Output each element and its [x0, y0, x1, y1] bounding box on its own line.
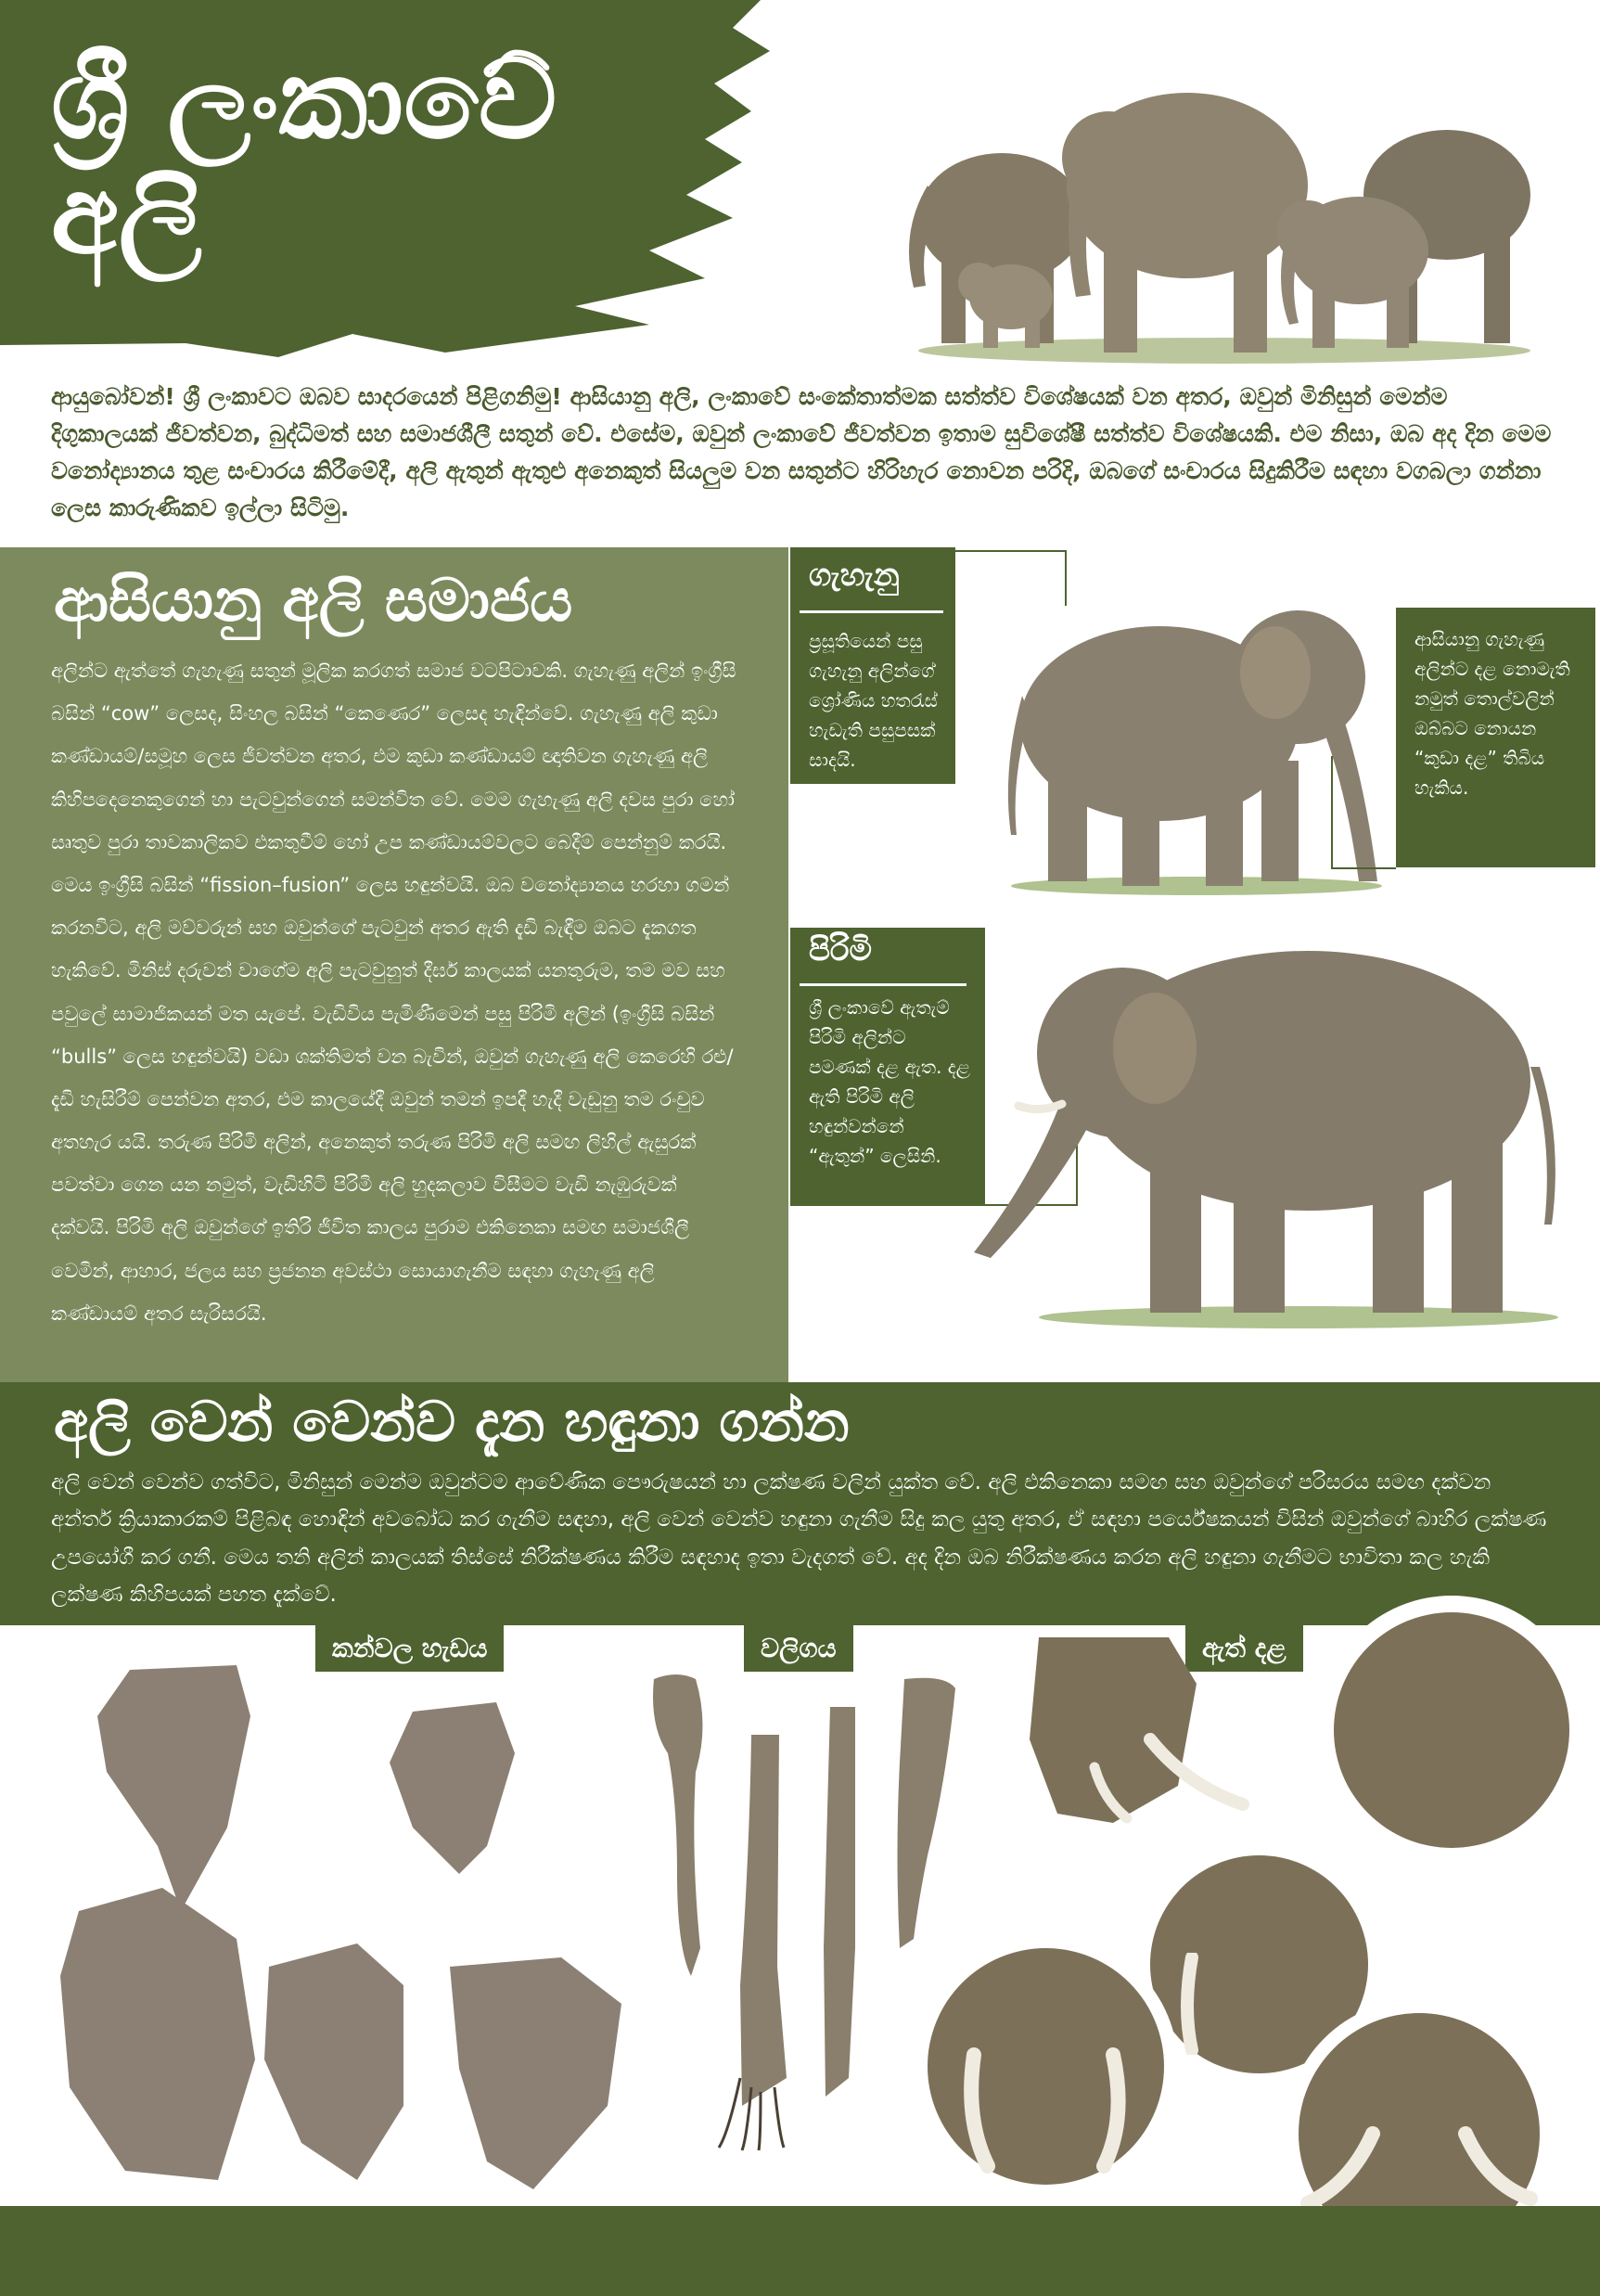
- ear-shape-3: [60, 1888, 255, 2180]
- tusk-3-icon: [951, 2046, 1146, 2175]
- female-title-rule: [800, 610, 943, 613]
- identify-band: [0, 1382, 1600, 1625]
- society-body: අලින්ට ඇත්තේ ගැහැණු සතුන් මූලික කරගත් සමාජ වටපිටාවකි. ගැහැණු අලින් ඉංග්‍රීසි බසින් “cow” ලෙසද, සිංහල බසින් “කෙණෙර” ලෙසද හැඳින්වේ. ගැහැණු අලි කුඩා කණ්ඩායම්/සමූහ ලෙස ජීවත්වන අතර, එම කුඩා කණ්ඩායම් ඥාතිවන ගැහැණු අලි කිහිපදෙනෙකුගෙන් හා පැටවුන්ගෙන් සමන්විත වේ. මෙම ගැහැණු අලි දවස පුරා හෝ සෘතුව පුරා තාවකාලිකව එකතුවීම් හෝ උප කණ්ඩායම්වලට බෙදීම් පෙන්නුම් කරයි. මෙය ඉංග්‍රීසි බසින් “fission–fusion” ලෙස හඳුන්වයි. ඔබ වනෝද්‍යානය හරහා ගමන් කරනවිට, අලි මව්වරුන් සහ ඔවුන්ගේ පැටවුන් අතර ඇති දැඩි බැඳීම ඔබට දැකගත හැකිවේ. මිනිස් දරුවන් වාගේම අලි පැටවුනුත් දීර්ඝ කාලයක් යනතුරුම, තම මව සහ පවුලේ සාමාජිකයන් මත යැපේ. වැඩිවිය පැමිණීමෙන් පසු පිරිමි අලින් (ඉංග්‍රීසි බසින් “bulls” ලෙස හඳුන්වයි) වඩා ශක්තිමත් වන බැවින්, ඔවුන් ගැහැණු අලි කෙරෙහි රළු/දැඩි හැසිරීම් පෙන්වන අතර, එම කාලයේදී ඔවුන් තමන් ඉපදී හැදී වැඩුනු තම රංචුව අතහැර යයි. තරුණ පිරිමි අලින්, අනෙකුත් තරුණ පිරිමි අලි සමඟ ලිහිල් ඇසුරක් පවත්වා ගෙන යන නමුත්, වැඩිහිටි පිරිමි අලි හුදකලාව විසීමට වැඩි නැඹුරුවක් දක්වයි. පිරිමි අලි ඔවුන්ගේ ඉතිරි ජීවිත කාලය පුරාම එකිනෙකා සමඟ සමාජශීලී වෙමින්, ආහාර, ජලය සහ ප්‍රජනන අවස්ථා සොයාගැනීම සඳහා ගැහැණු අලි කණ්ඩායම් අතර සැරිසරයි.: [51, 660, 736, 1325]
- intro-paragraph: ආයුබෝවන්! ශ්‍රී ලංකාවට ඔබව සාදරයෙන් පිළිගනිමු! ආසියානු අලි, ලංකාවේ සංකේතාත්මක සත්ත්ව විශේෂයක් වන අතර, ඔවුන් මිනිසුන් මෙන්ම දිගුකාලයක් ජීවත්වන, බුද්ධිමත් සහ සමාජශීලී සතුන් වේ. එසේම, ඔවුන් ලංකාවේ ජීවත්වන ඉතාම සුවිශේෂී සත්ත්ව විශේෂයකි. එම නිසා, ඔබ අද දින මෙම වනෝද්‍යානය තුළ සංචාරය කිරීමේදී, අලි ඇතුන් ඇතුළු අනෙකුත් සියලුම වන සතුන්ට හිරිහැර නොවන පරිදි, ඔබගේ සංචාරය සිදුකිරීම සඳහා වගබලා ගන්නා ලෙස කාරුණිකව ඉල්ලා සිටිමු.: [51, 383, 1552, 521]
- society-panel: [0, 547, 788, 1382]
- ear-shapes-illustration: [51, 1661, 663, 2199]
- female-side-pointer-h: [1331, 867, 1396, 869]
- tusk-circle-3: [914, 1934, 1178, 2199]
- female-side-note-box: [1396, 608, 1595, 867]
- ear-shape-2: [390, 1702, 515, 1874]
- male-title: පිරිමි: [809, 931, 872, 968]
- tail-3: [824, 1707, 855, 2097]
- tusk-head-1: [1011, 1628, 1252, 1841]
- title-line-2: අලි: [51, 148, 202, 278]
- male-elephant-illustration: [937, 928, 1577, 1336]
- identify-heading: අලි වෙන් වෙන්ව දැන හඳුනා ගන්න: [54, 1390, 850, 1455]
- footer-bar: [0, 2206, 1600, 2296]
- tail-1: [653, 1674, 703, 1976]
- ear-shape-tag: කන්වල හැඩය: [315, 1625, 504, 1672]
- female-pointer-line: [955, 550, 1067, 552]
- society-heading: ආසියානු අලි සමාජය: [54, 566, 573, 635]
- female-elephant-illustration: [983, 584, 1391, 900]
- female-side-note: ආසියානු ගැහැණු අලින්ට දළ නොමැති නමුත් තොල්වලින් ඔබ්බට නොයන “කුඩා දළ” තිබිය හැකිය.: [1414, 628, 1570, 799]
- tail-4: [898, 1678, 956, 1948]
- female-title: ගැහැනු: [809, 557, 900, 594]
- female-note: ප්‍රසූතියෙන් පසු ගැහැනු අලින්ගේ ශ්‍රෝණිය හතරැස් හැඩැති පසුපසක් සාදයි.: [809, 630, 938, 771]
- tusk-circle-1-head: [1334, 1612, 1569, 1848]
- female-label-box: [790, 547, 955, 784]
- tail-2: [740, 1735, 787, 2106]
- female-side-pointer-v: [1331, 756, 1333, 867]
- tail-tag: වලිගය: [744, 1625, 853, 1672]
- page-title: [51, 34, 557, 278]
- tusk-tag: ඇත් දළ: [1185, 1625, 1303, 1672]
- identify-body: අලි වෙන් වෙන්ව ගත්විට, මිනිසුන් මෙන්ම ඔවුන්ටම ආවේණික පෞරුෂයන් හා ලක්ෂණ වලින් යුක්ත වේ. අලි එකිනෙකා සමඟ සහ ඔවුන්ගේ පරිසරය සමඟ දක්වන අන්තර් ක්‍රියාකාරකම් පිළිබඳ හොඳින් අවබෝධ කර ගැනීම සඳහා, අලි වෙන් වෙන්ව හඳුනා ගැනීම සිදු කල යුතු අතර, ඒ සඳහා පර්යේෂකයන් විසින් ඔවුන්ගේ බාහිර ලක්ෂණ උපයෝගී කර ගනී. මෙය තනි අලින් කාලයක් තිස්සේ නිරීක්ෂණය කිරීම සඳහාද ඉතා වැදගත් වේ. අද දින ඔබ නිරීක්ෂණය කරන අලි හඳුනා ගැනීමට භාවිතා කල හැකි ලක්ෂණ කිහිපයක් පහත දැක්වේ.: [51, 1470, 1547, 1607]
- ear-shape-1: [97, 1665, 250, 1911]
- title-line-1: ශ්‍රී ලංකාවේ: [51, 34, 557, 163]
- tusk-circle-1: [1317, 1596, 1586, 1865]
- elephant-herd-illustration: [890, 56, 1558, 371]
- ear-shape-5: [450, 1957, 621, 2189]
- male-note: ශ්‍රී ලංකාවේ ඇතැම් පිරිමි අලින්ට පමණක් දළ ඇත. දළ ඇති පිරිමි අලි හඳුන්වන්නේ “ඇතුන්” ලෙසිනි.: [809, 996, 970, 1167]
- ear-shape-4: [264, 1943, 403, 2180]
